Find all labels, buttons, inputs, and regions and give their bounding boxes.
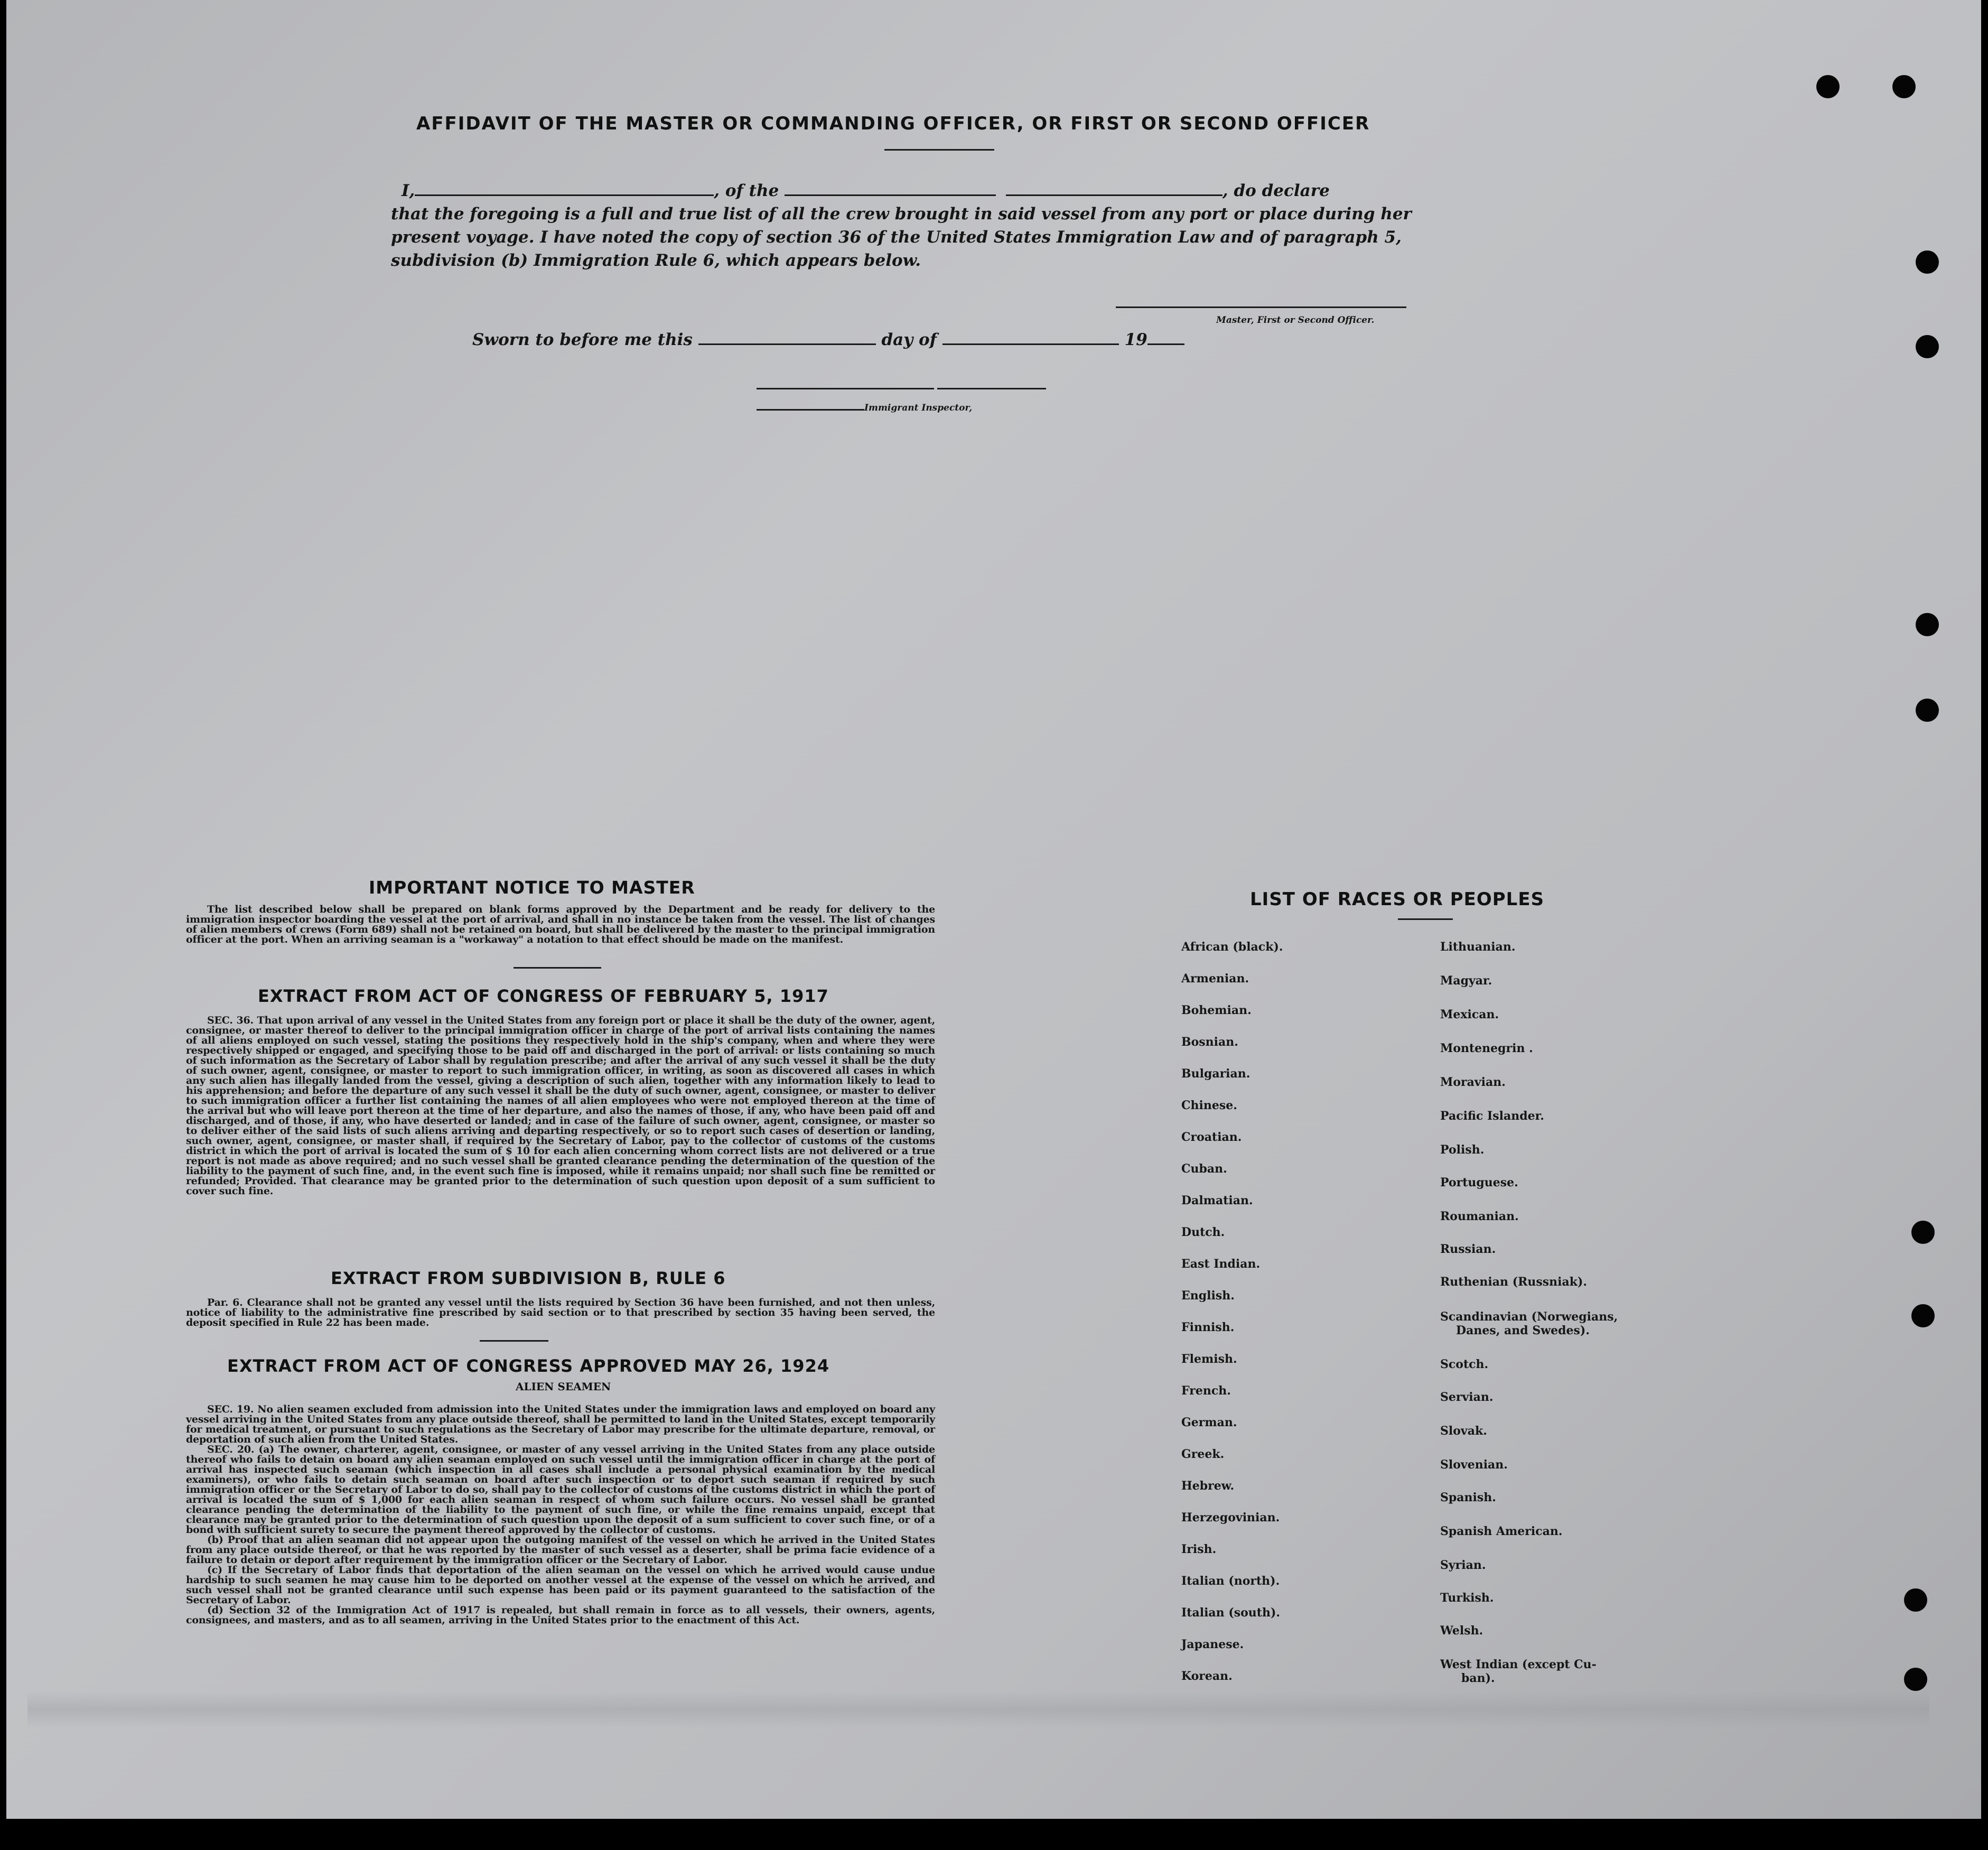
- affidavit-line-3: present voyage. I have noted the copy of section 36 of the United States Immigration Law and of paragraph 5,: [391, 228, 1402, 247]
- sworn-day-blank[interactable]: [698, 343, 876, 345]
- race-item: Herzegovinian.: [1181, 1511, 1280, 1524]
- notice-text: [186, 905, 935, 945]
- notice-rule: [514, 967, 601, 969]
- sec-20c-paragraph: (c) If the Secretary of Labor finds that deportation of the alien seaman on the vessel on which he arrived would cause undue hardship to such seamen he may cause him to be deported on another vessel at the expense of the vessel on which he arrived, and such vessel shall not be granted clearance until such expense has been paid or its payment guaranteed to the satisfaction of the Secretary of Labor.: [186, 1564, 935, 1606]
- inspector-label: Immigrant Inspector,: [864, 403, 973, 413]
- punch-hole: [1904, 1588, 1927, 1612]
- race-item: Welsh.: [1440, 1624, 1483, 1638]
- subdivision-b-paragraph: Par. 6. Clearance shall not be granted any vessel until the lists required by Section 36 have been furnished, and not then unless, notice of liability to the administrative fine prescribed by said section or to that prescribed by section 35 having been served, the deposit specified in Rule 22 has been made.: [186, 1297, 935, 1328]
- sec-19-paragraph: SEC. 19. No alien seamen excluded from admission into the United States under the immigration laws and employed on board any vessel arriving in the United States from any place outside thereof, shall be permitted to land in the United States, except temporarily for medical treatment, or pursuant to such regulations as the Secretary of Labor may prescribe for the ultimate departure, removal, or deportation of such alien from the United States.: [186, 1403, 935, 1445]
- affidavit-title: AFFIDAVIT OF THE MASTER OR COMMANDING OFFICER, OR FIRST OR SECOND OFFICER: [416, 113, 1370, 134]
- sworn-month-blank[interactable]: [942, 343, 1119, 345]
- race-item: Bosnian.: [1181, 1035, 1238, 1049]
- race-item: Servian.: [1440, 1390, 1494, 1404]
- race-item: Syrian.: [1440, 1558, 1486, 1572]
- race-item: Irish.: [1181, 1542, 1217, 1556]
- affidavit-declare: , do declare: [1222, 181, 1330, 200]
- extract-1924-text: [186, 1405, 935, 1625]
- race-item: Hebrew.: [1181, 1479, 1235, 1493]
- extract-1917-paragraph: SEC. 36. That upon arrival of any vessel in the United States from any foreign port or place it shall be the duty of the owner, agent, consignee, or master thereof to deliver to the principal immigration officer in charge of the port of arrival lists containing the names of all aliens employed on such vessel, stating the positions they respectively hold in the ship's company, when and where they were respectively shipped or engaged, and specifying those to be paid off and discharged in the port of arrival: or lists containing so much of such information as the Secretary of Labor shall by regulation prescribe; and after the arrival of any such vessel it shall be the duty of such owner, agent, consignee, or master to report to such immigration officer, in writing, as soon as discovered all cases in which any such alien has illegally landed from the vessel, giving a description of such alien, together with any information likely to lead to his apprehension; and before the departure of any such vessel it shall be the duty of such owner, agent, consignee, or master to deliver to such immigration officer a further list containing the names of all alien employees who were not employed thereon at the time of the arrival but who will leave port thereon at the time of her departure, and also the names of those, if any, who have been paid off and discharged, and of those, if any, who have deserted or landed; and in case of the failure of such owner, agent, consignee, or master so to deliver either of the said lists of such aliens arriving and departing respectively, or so to report such cases of desertion or landing, such owner, agent, consignee, or master shall, if required by the Secretary of Labor, pay to the collector of customs of the customs district in which the port of arrival is located the sum of $ 10 for each alien concerning whom correct lists are not delivered or a true report is not made as above required; and no such vessel shall be granted clearance pending the determination of the question of the liability to the payment of such fine, and, in the event such fine is imposed, while it remains unpaid; nor shall such fine be remitted or refunded; Provided. That clearance may be granted prior to the determination of such question upon deposit of a sum sufficient to cover such fine.: [186, 1015, 935, 1197]
- race-item: Magyar.: [1440, 974, 1492, 988]
- race-item: Portuguese.: [1440, 1176, 1518, 1189]
- sworn-year-blank[interactable]: [1147, 343, 1184, 345]
- race-item: Scotch.: [1440, 1358, 1489, 1371]
- signature-line[interactable]: [1116, 306, 1406, 308]
- race-item: Lithuanian.: [1440, 940, 1516, 954]
- race-item: African (black).: [1181, 940, 1283, 954]
- race-item: Danes, and Swedes).: [1456, 1324, 1590, 1337]
- affidavit-i: I,: [402, 181, 415, 200]
- affidavit-line-2: that the foregoing is a full and true list of all the crew brought in said vessel from any port or place during her: [391, 204, 1412, 224]
- sec-20d-paragraph: (d) Section 32 of the Immigration Act of 1917 is repealed, but shall remain in force as to all vessels, their owners, agents, consignees, and masters, and as to all seamen, arriving in the United States prior to the enactment of this Act.: [186, 1604, 935, 1626]
- subdivision-b-title: EXTRACT FROM SUBDIVISION B, RULE 6: [331, 1268, 726, 1288]
- extract-1917-title: EXTRACT FROM ACT OF CONGRESS OF FEBRUARY 5, 1917: [258, 986, 829, 1006]
- race-item: Greek.: [1181, 1447, 1225, 1461]
- punch-hole: [1911, 1221, 1935, 1244]
- subdivision-b-text: [186, 1298, 935, 1328]
- race-item: Korean.: [1181, 1669, 1233, 1683]
- race-item: Spanish American.: [1440, 1524, 1563, 1538]
- manifest-sheet: [6, 0, 1981, 1819]
- race-item: Russian.: [1440, 1242, 1496, 1256]
- sworn-text: Sworn to before me this: [472, 330, 693, 349]
- signature-label: Master, First or Second Officer.: [1216, 315, 1375, 326]
- race-item: Dutch.: [1181, 1225, 1225, 1239]
- day-of-text: day of: [881, 330, 937, 349]
- inspector-line: [757, 403, 972, 413]
- alien-seamen-heading: ALIEN SEAMEN: [516, 1380, 611, 1393]
- race-item: Finnish.: [1181, 1321, 1235, 1334]
- race-item: Spanish.: [1440, 1491, 1496, 1504]
- inspector-blank[interactable]: [757, 409, 864, 411]
- race-item: Moravian.: [1440, 1075, 1506, 1089]
- affidavit-of-the: , of the: [714, 181, 779, 200]
- punch-hole: [1916, 250, 1939, 274]
- race-item: Scandinavian (Norwegians,: [1440, 1310, 1618, 1324]
- extract-1917-text: [186, 1016, 935, 1196]
- race-item: Italian (south).: [1181, 1606, 1281, 1620]
- race-item: Japanese.: [1181, 1638, 1244, 1651]
- notice-title: IMPORTANT NOTICE TO MASTER: [369, 877, 695, 898]
- race-item: Dalmatian.: [1181, 1194, 1253, 1207]
- race-item: ban).: [1461, 1671, 1495, 1685]
- race-item: Flemish.: [1181, 1352, 1237, 1366]
- race-item: German.: [1181, 1416, 1237, 1429]
- race-item: Montenegrin .: [1440, 1042, 1533, 1055]
- sec-20a-paragraph: SEC. 20. (a) The owner, charterer, agent, consignee, or master of any vessel arriving in the United States from any place outside thereof who fails to detain on board any alien seaman employed on such vessel until the immigration officer in charge at the port of arrival has inspected such seaman (which inspection in all cases shall include a personal physical examination by the medical examiners), or who fails to detain such seaman on board after such inspection or to deport such seaman if required by such immigration officer or the Secretary of Labor to do so, shall pay to the collector of customs of the customs district in which the port of arrival is located the sum of $ 1,000 for each alien seaman in respect of whom such failure occurs. No vessel shall be granted clearance pending the determination of the liability to the payment of such fine, or while the fine remains unpaid, except that clearance may be granted prior to the determination of such question upon the deposit of a sum sufficient to cover such fine, or of a bond with sufficient surety to secure the payment thereof approved by the collector of customs.: [186, 1444, 935, 1536]
- race-item: Bohemian.: [1181, 1003, 1252, 1017]
- name-blank[interactable]: [415, 194, 714, 196]
- race-item: Pacific Islander.: [1440, 1109, 1544, 1123]
- race-item: Slovenian.: [1440, 1458, 1508, 1472]
- affidavit-line-1: [402, 180, 1330, 202]
- punch-hole: [1916, 699, 1939, 722]
- race-item: French.: [1181, 1384, 1231, 1398]
- inspector-line-1[interactable]: [757, 388, 934, 389]
- race-item: Croatian.: [1181, 1130, 1242, 1144]
- race-item: Roumanian.: [1440, 1210, 1519, 1223]
- punch-hole: [1916, 613, 1939, 636]
- race-item: West Indian (except Cu-: [1440, 1658, 1597, 1671]
- year-text: 19: [1124, 330, 1147, 349]
- vessel-name-blank[interactable]: [1006, 194, 1222, 196]
- punch-hole: [1816, 75, 1840, 98]
- race-item: Armenian.: [1181, 972, 1249, 986]
- bleed-through-strip: [27, 1691, 1929, 1728]
- race-item: Mexican.: [1440, 1008, 1499, 1021]
- race-item: Turkish.: [1440, 1591, 1494, 1605]
- race-item: Slovak.: [1440, 1424, 1487, 1438]
- punch-hole: [1892, 75, 1916, 98]
- vessel-blank[interactable]: [785, 194, 996, 196]
- race-item: Chinese.: [1181, 1099, 1237, 1112]
- title-rule: [884, 149, 994, 151]
- race-item: English.: [1181, 1289, 1235, 1303]
- race-item: Ruthenian (Russniak).: [1440, 1275, 1588, 1289]
- races-rule: [1398, 918, 1453, 920]
- race-item: East Indian.: [1181, 1257, 1261, 1271]
- race-item: Polish.: [1440, 1143, 1485, 1157]
- affidavit-line-4: subdivision (b) Immigration Rule 6, which appears below.: [391, 251, 921, 270]
- race-item: Italian (north).: [1181, 1574, 1280, 1588]
- extract-1924-title: EXTRACT FROM ACT OF CONGRESS APPROVED MAY 26, 1924: [227, 1356, 830, 1376]
- punch-hole: [1911, 1304, 1935, 1327]
- punch-hole: [1904, 1668, 1927, 1691]
- subdivision-rule: [480, 1340, 548, 1342]
- inspector-line-2[interactable]: [937, 388, 1046, 389]
- sworn-line: [472, 329, 1184, 351]
- race-item: Cuban.: [1181, 1162, 1227, 1176]
- punch-hole: [1916, 335, 1939, 358]
- notice-paragraph: The list described below shall be prepared on blank forms approved by the Department and be ready for delivery to the immigration inspector boarding the vessel at the port of arrival, and shall in no instance be taken from the vessel. The list of changes of alien members of crews (Form 689) shall not be retained on board, but shall be delivered by the master to the principal immigration officer at the port. When an arriving seaman is a "workaway" a notation to that effect should be made on the manifest.: [186, 904, 935, 945]
- sec-20b-paragraph: (b) Proof that an alien seaman did not appear upon the outgoing manifest of the vessel on which he arrived in the United States from any place outside thereof, or that he was reported by the master of such vessel as a deserter, shall be prima facie evidence of a failure to detain or deport after requirement by the immigration officer or the Secretary of Labor.: [186, 1534, 935, 1566]
- races-title: LIST OF RACES OR PEOPLES: [1250, 889, 1545, 910]
- race-item: Bulgarian.: [1181, 1067, 1250, 1081]
